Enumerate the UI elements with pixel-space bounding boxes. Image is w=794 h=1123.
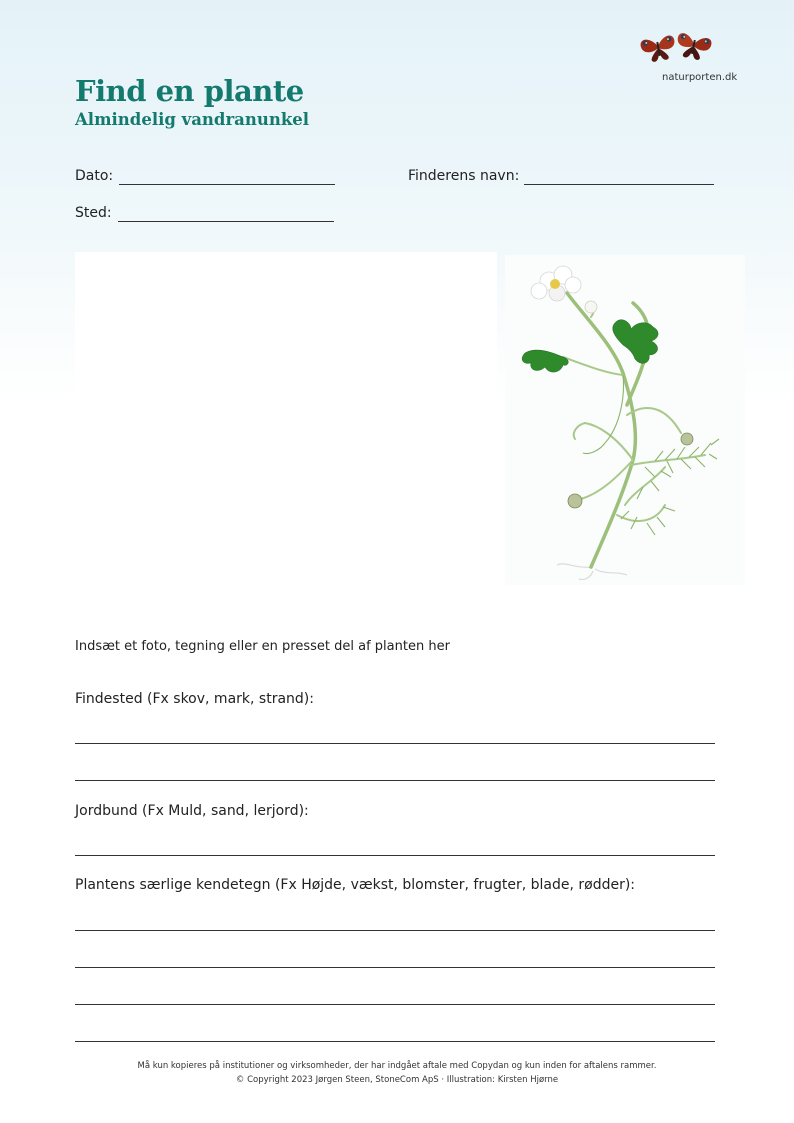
findested-label: Findested (Fx skov, mark, strand): bbox=[75, 691, 314, 707]
place-label: Sted: bbox=[75, 205, 112, 221]
place-field[interactable] bbox=[118, 221, 334, 222]
kendetegn-label: Plantens særlige kendetegn (Fx Højde, vækst, blomster, frugter, blade, rødder): bbox=[75, 877, 636, 893]
findested-line-1[interactable] bbox=[75, 743, 715, 744]
photo-hint: Indsæt et foto, tegning eller en presset del af planten her bbox=[75, 639, 450, 654]
footer-copyright: © Copyright 2023 Jørgen Steen, StoneCom ApS · Illustration: Kirsten Hjørne bbox=[235, 1075, 559, 1085]
kendetegn-line-1[interactable] bbox=[75, 930, 715, 931]
date-field[interactable] bbox=[119, 184, 335, 185]
butterfly-logo-icon bbox=[634, 26, 718, 68]
footer-license: Må kun kopieres på institutioner og virksomheder, der har indgået aftale med Copydan og kun inden for aftalens rammer. bbox=[137, 1061, 657, 1071]
kendetegn-line-3[interactable] bbox=[75, 1004, 715, 1005]
site-url: naturporten.dk bbox=[662, 72, 738, 83]
kendetegn-line-4[interactable] bbox=[75, 1041, 715, 1042]
page-title: Find en plante bbox=[75, 74, 304, 108]
findested-line-2[interactable] bbox=[75, 780, 715, 781]
jordbund-label: Jordbund (Fx Muld, sand, lerjord): bbox=[75, 803, 309, 819]
page-subtitle: Almindelig vandranunkel bbox=[75, 110, 310, 129]
date-label: Dato: bbox=[75, 168, 114, 184]
finder-name-label: Finderens navn: bbox=[408, 168, 520, 184]
photo-area[interactable] bbox=[75, 252, 497, 592]
finder-name-field[interactable] bbox=[524, 184, 714, 185]
plant-illustration bbox=[505, 255, 745, 585]
jordbund-line-1[interactable] bbox=[75, 855, 715, 856]
kendetegn-line-2[interactable] bbox=[75, 967, 715, 968]
